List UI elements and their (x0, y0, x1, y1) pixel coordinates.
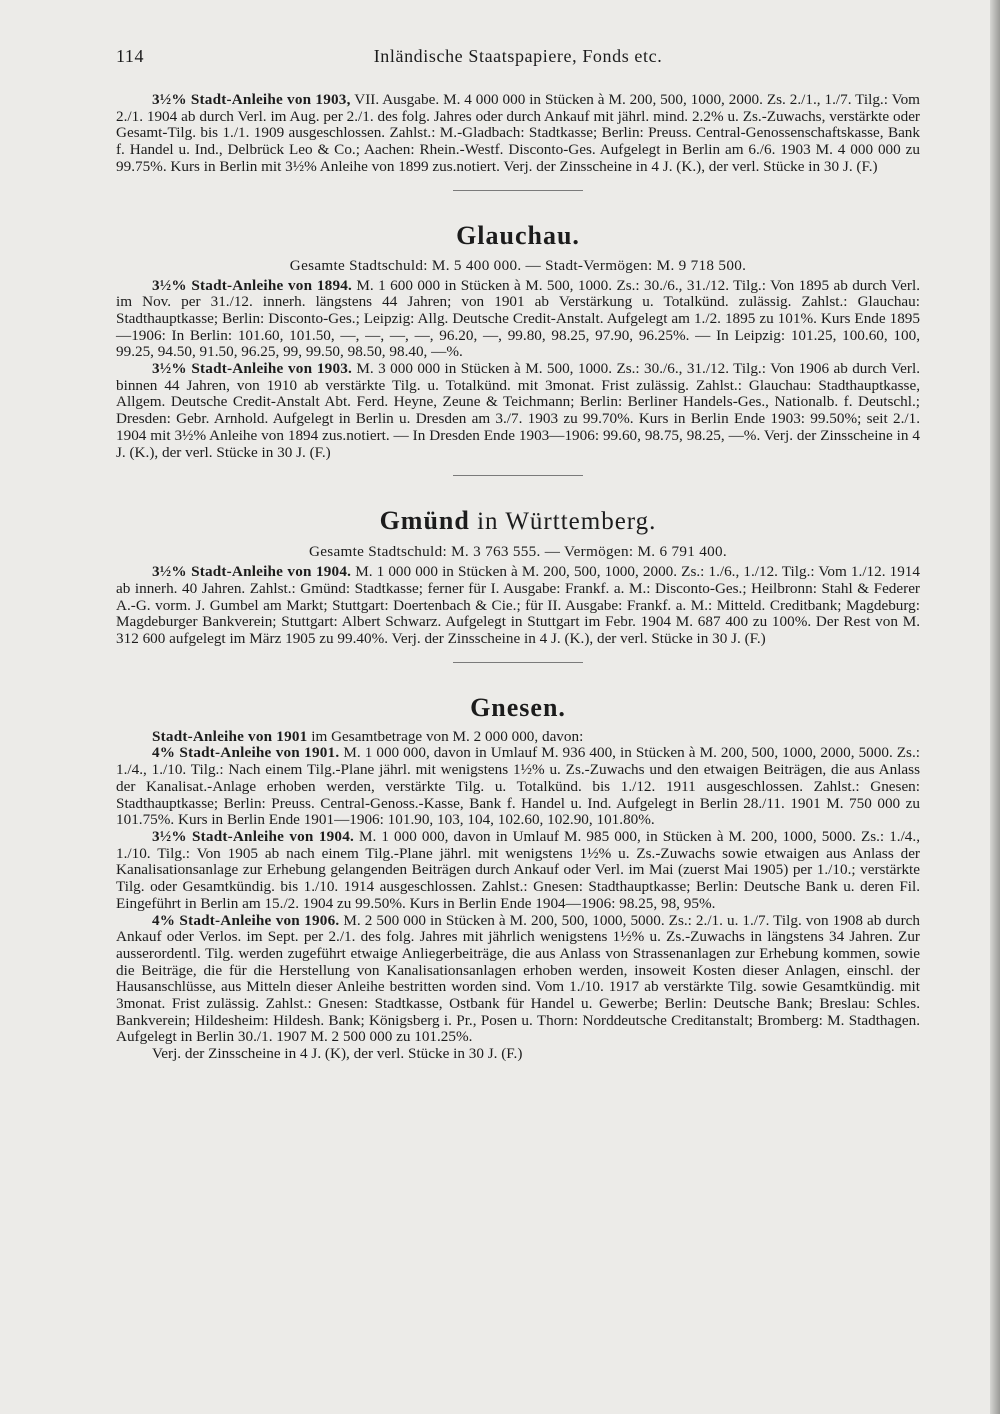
entry-text: M. 1 000 000 in Stücken à M. 200, 500, 1000, 2000. Zs.: 1./6., 1./12. Tilg.: Vom 1./12. 1914 ab innerh. 40 Jahren. Zahlst.: Gmünd: Stadtkasse; ferner für I. Ausgabe: Frankf. a. M.: Disconto-Ges.; Heilbronn: Stahl & Federer A.-G. vorm. J. Gumbel am Markt; Stuttgart: Doertenbach & Cie.; für II. Ausgabe: Frankf. a. M.: Mitteld. Creditbank; Magdeburg: Magdeburger Bankverein; Stuttgart: Albert Schwarz. Aufgelegt in Stuttgart im Febr. 1904 M. 687 400 zu 100%. Der Rest von M. 312 600 aufgelegt im März 1905 zu 99.40%. Verj. der Zinsscheine in 4 J. (K.), der verl. Stücke in 30 J. (F.) (116, 563, 920, 648)
entry-heading: 4% Stadt-Anleihe von 1906. (152, 911, 340, 929)
entry-paragraph (116, 913, 920, 1047)
entry-heading: Stadt-Anleihe von 1901 (152, 727, 308, 745)
section-divider (453, 662, 583, 663)
entry-paragraph (116, 278, 920, 362)
entry-heading: 3½% Stadt-Anleihe von 1904. (152, 563, 352, 581)
city-heading-glauchau: Glauchau. (456, 220, 580, 250)
entry-paragraph (116, 729, 920, 746)
entry-text: VII. Ausgabe. M. 4 000 000 in Stücken à M. 200, 500, 1000, 2000. Zs. 2./1., 1./7. Tilg.: Vom 2./1. 1904 ab durch Verl. im Aug. per 2./1. des folg. Jahres oder durch Ankauf mit jährl. mind. 2.2% u. Zs.-Zuwachs, verstärkte oder Gesamt-Tilg. bis 1./1. 1909 ausgeschlossen. Zahlst.: M.-Gladbach: Stadtkasse; Berlin: Preuss. Central-Genossenschaftskasse, Bank f. Handel u. Ind., Delbrück Leo & Co.; Aachen: Rhein.-Westf. Disconto-Ges. Aufgelegt in Berlin am 6./6. 1903 M. 4 000 000 zu 99.75%. Kurs in Berlin mit 3½% Anleihe von 1899 zus.notiert. Verj. der Zinsscheine in 4 J. (K.), der verl. Stücke in 30 J. (F.) (116, 91, 920, 175)
entry-paragraph (116, 829, 920, 913)
running-title: Inländische Staatspapiere, Fonds etc. (373, 46, 663, 66)
page-number: 114 (116, 46, 145, 66)
entry-heading: 3½% Stadt-Anleihe von 1903, (152, 91, 351, 108)
city-heading-gmuend (116, 506, 920, 537)
entry-paragraph (116, 745, 920, 829)
page-edge-shadow (990, 0, 1000, 1414)
entry-paragraph (116, 361, 920, 461)
city-summary-gmuend: Gesamte Stadtschuld: M. 3 763 555. — Vermögen: M. 6 791 400. (308, 543, 728, 561)
entry-text: M. 1 000 000, davon in Umlauf M. 936 400, in Stücken à M. 200, 500, 1000, 2000, 5000. Zs.: 1./4., 1./10. Tilg.: Nach einem Tilg.-Plane jährl. mit wenigstens 1½% u. Zs.-Zuwachs und den etwaigen Beiträgen, die aus Anlass der Kanalisat.-Anlage erhoben werden, verstärkte Tilg. u. Totalkünd. bis 1./12. 1911 ausgeschlossen. Zahlst.: Gnesen: Stadthauptkasse; Berlin: Preuss. Central-Genoss.-Kasse, Bank f. Handel u. Ind. Aufgelegt in Berlin 28./11. 1901 M. 750 000 zu 101.75%. Kurs in Berlin Ende 1901—1906: 101.90, 103, 104, 102.60, 102.90, 101.80%. (116, 744, 920, 829)
entry-text: M. 1 600 000 in Stücken à M. 500, 1000. Zs.: 30./6., 31./12. Tilg.: Von 1895 ab durch Verl. im Nov. per 31./12. innerh. längstens 44 Jahren; von 1901 ab Verstärkung u. Totalkünd. zulässig. Zahlst.: Glauchau: Stadthauptkasse; Berlin: Disconto-Ges.; Leipzig: Allg. Deutsche Credit-Anstalt. Aufgelegt am 1./2. 1895 zu 101%. Kurs Ende 1895—1906: In Berlin: 101.60, 101.50, —, —, —, —, 96.20, —, 99.80, 98.25, 97.90, 96.25%. — In Leipzig: 101.25, 100.60, 100, 99.25, 94.50, 91.50, 96.25, 99, 99.50, 98.50, 98.40, —%. (116, 276, 920, 361)
entry-text: M. 1 000 000, davon in Umlauf M. 985 000, in Stücken à M. 200, 1000, 5000. Zs.: 1./4., 1./10. Tilg.: Von 1905 ab nach einem Tilg.-Plane jährl. mit wenigstens 1½% u. Zs.-Zuwachs sowie etwaigen aus Anlass der Kanalisationsanlage zur Erhebung gelangenden Beiträgen durch Ankauf oder Verl. im Mai (zuerst Mai 1905) per 1./10.; verstärkte Tilg. oder Gesamtkündig. bis 1./10. 1914 ausgeschlossen. Zahlst.: Gnesen: Stadthauptkasse; Berlin: Deutsche Bank u. deren Fil. Eingeführt in Berlin am 15./2. 1904 zu 99.50%. Kurs in Berlin Ende 1904—1906: 98.25, 98, 95%. (116, 827, 920, 912)
entry-paragraph (116, 92, 920, 176)
entry-text: im Gesamtbetrage von M. 2 000 000, davon: (307, 727, 584, 745)
section-divider (453, 190, 583, 191)
entry-heading: 4% Stadt-Anleihe von 1901. (152, 744, 340, 762)
entry-text: M. 2 500 000 in Stücken à M. 200, 500, 1000, 5000. Zs.: 2./1. u. 1./7. Tilg. von 1908 ab durch Ankauf oder Verlos. im Sept. per 2./1. des folg. Jahres mit jährlich wenigstens 1½% u. Zs.-Zuwachs in längstens 34 Jahren. Zur ausserordentl. Tilg. werden zugeführt etwaige Anliegerbeiträge, die aus Anlass von Strassenanlagen zur Erhebung kommen, sowie die Beiträge, die für die Herstellung von Kanalisationsanlagen erhoben werden, insoweit Kosten dieser Anlagen, einschl. der Hausanschlüsse, aus Mitteln dieser Anleihe bestritten worden sind. Vom 1./10. 1917 ab verstärkte Tilg. sowie Gesamtkündig. mit 3monat. Frist zulässig. Zahlst.: Gnesen: Stadtkasse, Ostbank für Handel u. Gewerbe; Berlin: Deutsche Bank; Breslau: Schles. Bankverein; Hildesheim: Hildesh. Bank; Königsberg i. Pr., Posen u. Thorn: Norddeutsche Creditanstalt; Bromberg: M. Stadthagen. Aufgelegt in Berlin 30./1. 1907 M. 2 500 000 zu 101.25%. (116, 911, 920, 1046)
city-name: Gmünd (379, 506, 470, 536)
entry-text: M. 3 000 000 in Stücken à M. 500, 1000. Zs.: 30./6., 31./12. Tilg.: Von 1906 ab durch Verl. binnen 44 Jahren, von 1910 ab verstärkte Tilg. u. Totalkünd. mit 3monat. Frist zulässig. Zahlst.: Glauchau: Stadthauptkasse, Allgem. Deutsche Credit-Anstalt Abt. Ferd. Heyne, Zeune & Teichmann; Berlin: Berliner Handels-Ges., Nationalb. f. Deutschl.; Dresden: Gebr. Arnhold. Aufgelegt in Berlin u. Dresden am 3./7. 1903 zu 99.70%. Kurs in Berlin Ende 1903: 99.50%; seit 2./1. 1904 mit 3½% Anleihe von 1894 zus.notiert. — In Dresden Ende 1903—1906: 99.60, 98.75, 98.25, —%. Verj. der Zinsscheine in 4 J. (K.), der verl. Stücke in 30 J. (F.) (116, 360, 920, 461)
page-header (116, 42, 920, 72)
city-name-suffix: in Württemberg. (469, 508, 657, 536)
section-divider (453, 475, 583, 476)
closing-line: Verj. der Zinsscheine in 4 J. (K), der verl. Stücke in 30 J. (F.) (152, 1045, 523, 1063)
entry-paragraph (116, 564, 920, 648)
entry-heading: 3½% Stadt-Anleihe von 1894. (152, 276, 353, 294)
city-heading-gnesen: Gnesen. (470, 692, 566, 722)
entry-heading: 3½% Stadt-Anleihe von 1904. (152, 827, 354, 845)
city-summary-glauchau: Gesamte Stadtschuld: M. 5 400 000. — Stadt-Vermögen: M. 9 718 500. (289, 256, 747, 274)
entry-heading: 3½% Stadt-Anleihe von 1903. (152, 360, 353, 378)
